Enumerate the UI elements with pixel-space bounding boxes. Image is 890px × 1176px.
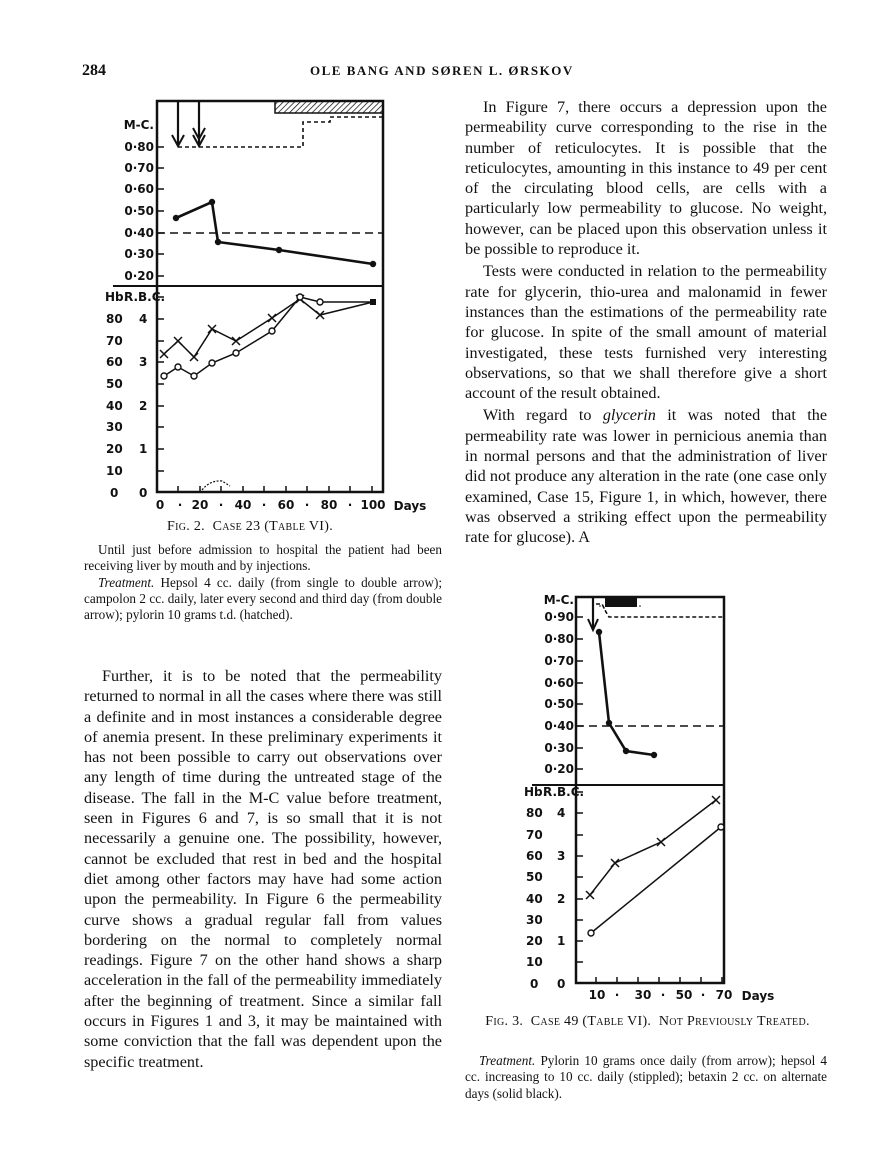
tick-label: 3 [557,849,566,863]
tick-label: 0·80 [544,632,574,646]
tick-label: 70 [526,828,543,842]
tick-label: 2 [557,892,566,906]
paragraph: In Figure 7, there occurs a depression upon the permeability curve corresponding to the rise in the number of reticulocytes. It is possible that the reticulocytes, amounting in this instance to 49 per cent of the circulating blood cells, are cells with a particularly low permeability to glucose. No weight, however, can be placed upon this observation unless it be possible to reproduce it. [465,98,827,259]
figure-2-note: Until just before admission to hospital the patient had been receiving liver by mouth and by injections. [84,542,442,574]
fig3-x-axis-labels [589,988,775,1003]
tick-label: 80 [526,806,543,820]
tick-label: 50 [675,988,693,1002]
tick-label: · [614,988,620,1002]
tick-label: · [218,498,224,512]
left-column-text [84,666,442,1072]
tick-label: 0·20 [124,269,154,283]
x-unit-label: Days [741,989,775,1003]
tick-label: 0 [530,977,539,991]
fig2-x-axis-labels [156,498,427,513]
tick-label: 60 [526,849,543,863]
text-span: it was noted that the permeability rate was lower in pernicious anemia than in normal persons and that the administration of liver did not produce any alteration in the rate (one case only examined, Case 15, Figure 1, in which, however, there was observed a striking effect upon the permeability rate for glucose). A [465,406,828,547]
figure-2-chart [60,95,450,515]
figure-3-subtitle: Not Previously Treated. [658,1014,810,1029]
fig3-rbc-label: R.B.C. [543,785,585,799]
tick-label: 70 [106,334,123,348]
tick-label: 0·40 [544,719,574,733]
tick-label: 0·60 [544,676,574,690]
figure-2-caption-title [60,519,440,535]
tick-label: 1 [557,934,566,948]
tick-label: 30 [634,988,652,1002]
fig2-mc-label: M-C. [123,118,154,132]
text-span: With regard to [483,406,603,425]
fig2-hb-label: Hb. [105,290,129,304]
tick-label: 2 [139,399,148,413]
treatment-label: Treatment. [479,1053,536,1068]
tick-label: 10 [526,955,543,969]
tick-label: 0·30 [124,247,154,261]
tick-label: 0 [139,486,148,500]
figure-3-label: Fig. 3. [485,1014,524,1029]
italic-term: glycerin [602,406,656,425]
figure-3-treatment [465,1053,827,1102]
tick-label: 70 [715,988,733,1002]
tick-label: 0·50 [544,697,574,711]
tick-label: 20 [526,934,543,948]
fig3-mc-label: M-C. [543,593,574,607]
tick-label: 10 [588,988,606,1002]
tick-label: 20 [191,498,209,512]
tick-label: · [177,498,183,512]
fig2-mc-axis-labels [124,118,154,283]
figure-3-caption-title [460,1013,835,1030]
tick-label: · [700,988,706,1002]
treatment-text: Hepsol 4 cc. daily (from single to double arrow); campolon 2 cc. daily, later every second and third day (from double arrow); pylorin 10 grams t.d. (hatched). [84,574,442,623]
tick-label: 0·60 [124,182,154,196]
figure-2-caption-body [84,542,442,623]
tick-label: 0·40 [124,226,154,240]
tick-label: 30 [106,420,123,434]
tick-label: 0·80 [124,140,154,154]
paragraph [465,405,827,547]
running-title: OLE BANG AND SØREN L. ØRSKOV [310,63,574,78]
tick-label: 80 [320,498,338,512]
tick-label: 100 [360,498,386,512]
paragraph: Further, it is to be noted that the permeability returned to normal in all the cases where there was still a definite and in most instances a considerable degree of anemia present. In these preliminary experiments it has not been possible to carry out observations over any length of time during the untreated stage of the disease. The fall in the M-C value before treatment, seen in Figures 6 and 7, is so small that it is not necessarily a genuine one. The possibility, however, cannot be excluded that rest in bed and the hospital diet among other factors may have had some action upon the permeability. In Figure 6 the permeability curve shows a gradual regular fall from values bordering on the normal to completely normal readings. Figure 7 on the other hand shows a sharp acceleration in the fall of the permeability immediately after the beginning of treatment. Since a similar fall occurs in Figures 1 and 3, it may be maintained with some conviction that the fall was dependent upon the specific treatment. [84,667,442,1071]
tick-label: 4 [139,312,148,326]
tick-label: 40 [526,892,543,906]
fig2-rbc-label: R.B.C. [124,290,166,304]
tick-label: 0·30 [544,741,574,755]
tick-label: 0 [110,486,119,500]
tick-label: · [347,498,353,512]
tick-label: 3 [139,355,148,369]
tick-label: 0 [155,498,165,512]
tick-label: 20 [106,442,123,456]
treatment-label: Treatment. [98,574,155,590]
treatment-text: Pylorin 10 grams once daily (from arrow); hepsol 4 cc. increasing to 10 cc. daily (stippled); betaxin 2 cc. on alternate days (solid black). [465,1053,827,1101]
tick-label: 30 [526,913,543,927]
tick-label: 0·70 [544,654,574,668]
figure-3-caption-body [465,1053,827,1102]
page-number: 284 [82,62,106,79]
tick-label: 40 [234,498,252,512]
x-unit-label: Days [393,499,427,513]
tick-label: · [304,498,310,512]
paragraph: Tests were conducted in relation to the permeability rate for glycerin, thio-urea and malonamid in fewer instances than the estimations of the permeability rate for glucose. In spite of the small amount of material investigated, these tests furnished very interesting observations, so that we shall therefore give a short account of the result obtained. [465,262,827,403]
tick-label: 0·50 [124,204,154,218]
tick-label: 0·90 [544,610,574,624]
tick-label: 0 [557,977,566,991]
tick-label: 10 [106,464,123,478]
tick-label: 0·20 [544,762,574,776]
figure-2-treatment [84,575,442,624]
tick-label: · [660,988,666,1002]
tick-label: 80 [106,312,123,326]
tick-label: 1 [139,442,148,456]
right-column-text [465,97,827,548]
figure-3-title: Case 49 (Table VI). [530,1014,652,1029]
tick-label: 50 [106,377,123,391]
tick-label: 4 [557,806,566,820]
figure-2-title: Case 23 (Table VI). [212,519,333,534]
tick-label: 50 [526,870,543,884]
tick-label: 40 [106,399,123,413]
fig3-hb-label: Hb. [524,785,548,799]
fig3-mc-axis-labels [544,593,574,776]
tick-label: 60 [277,498,295,512]
figure-3-chart [520,590,790,1005]
figure-2-label: Fig. 2. [167,519,205,534]
tick-label: · [261,498,267,512]
tick-label: 60 [106,355,123,369]
tick-label: 0·70 [124,161,154,175]
